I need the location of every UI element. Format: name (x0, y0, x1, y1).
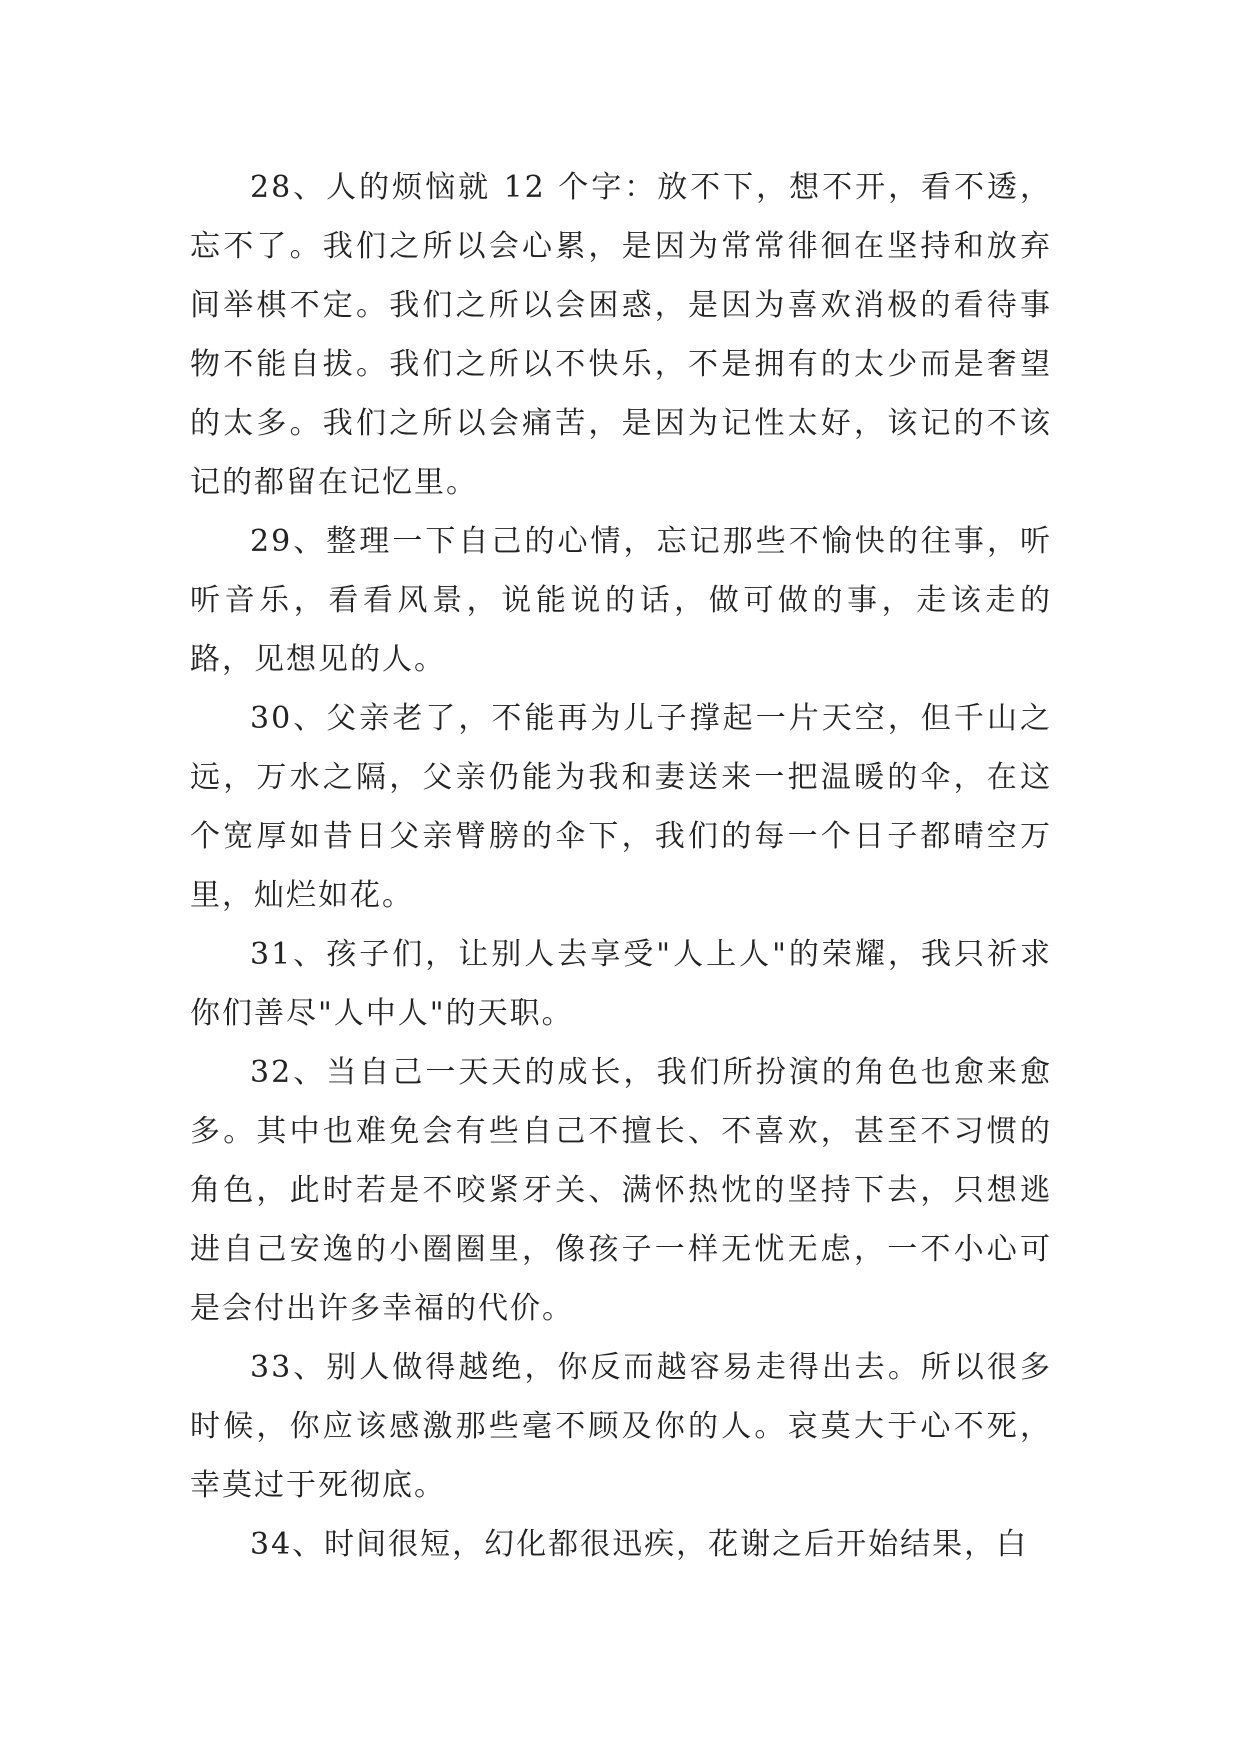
paragraph-30: 30、父亲老了，不能再为儿子撑起一片天空，但千山之远，万水之隔，父亲仍能为我和妻送来一把温暖的伞，在这个宽厚如昔日父亲臂膀的伞下，我们的每一个日子都晴空万里，灿烂如花。 (190, 701, 1052, 913)
document-body (190, 158, 1052, 1574)
paragraph-28: 28、人的烦恼就 12 个字：放不下，想不开，看不透，忘不了。我们之所以会心累，是因为常常徘徊在坚持和放弃间举棋不定。我们之所以会困惑，是因为喜欢消极的看待事物不能自拔。我们之所以不快乐，不是拥有的太少而是奢望的太多。我们之所以会痛苦，是因为记性太好，该记的不该记的都留在记忆里。 (190, 170, 1052, 500)
paragraph-34: 34、时间很短，幻化都很迅疾，花谢之后开始结果，白 (250, 1527, 1029, 1562)
paragraph-32: 32、当自己一天天的成长，我们所扮演的角色也愈来愈多。其中也难免会有些自己不擅长、不喜欢，甚至不习惯的角色，此时若是不咬紧牙关、满怀热忱的坚持下去，只想逃进自己安逸的小圈圈里，像孩子一样无忧无虑，一不小心可是会付出许多幸福的代价。 (190, 1055, 1052, 1326)
paragraph-33: 33、别人做得越绝，你反而越容易走得出去。所以很多时候，你应该感激那些毫不顾及你的人。哀莫大于心不死，幸莫过于死彻底。 (190, 1350, 1052, 1503)
paragraph-29: 29、整理一下自己的心情，忘记那些不愉快的往事，听听音乐，看看风景，说能说的话，做可做的事，走该走的路，见想见的人。 (190, 524, 1052, 677)
paragraph-31: 31、孩子们，让别人去享受"人上人"的荣耀，我只祈求你们善尽"人中人"的天职。 (190, 937, 1052, 1031)
